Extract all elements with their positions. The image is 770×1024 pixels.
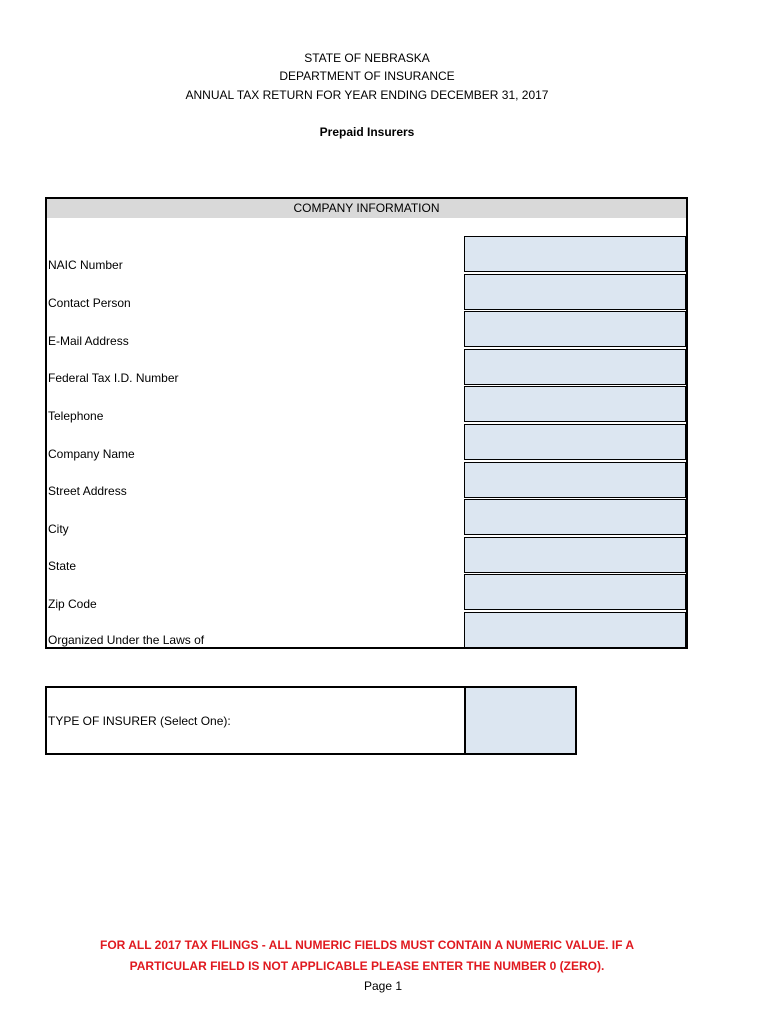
company-name-input[interactable]	[464, 424, 686, 460]
insurer-type-section	[45, 686, 577, 755]
federal-tax-id-label: Federal Tax I.D. Number	[48, 371, 179, 385]
insurer-type-select[interactable]	[464, 686, 577, 755]
form-subtitle: Prepaid Insurers	[319, 125, 415, 139]
contact-person-label: Contact Person	[48, 296, 131, 310]
street-address-label: Street Address	[48, 484, 127, 498]
telephone-input[interactable]	[464, 386, 686, 422]
state-label: State	[48, 559, 77, 573]
street-address-input[interactable]	[464, 462, 686, 498]
contact-person-input[interactable]	[464, 274, 686, 310]
state-input[interactable]	[464, 537, 686, 573]
email-address-input[interactable]	[464, 311, 686, 347]
naic-number-label: NAIC Number	[48, 258, 123, 272]
numeric-fields-notice	[0, 935, 734, 977]
company-name-label: Company Name	[48, 447, 135, 461]
organized-under-laws-label: Organized Under the Laws of	[48, 633, 205, 647]
page-number: Page 1	[363, 979, 403, 993]
naic-number-input[interactable]	[464, 236, 686, 272]
notice-line-2: PARTICULAR FIELD IS NOT APPLICABLE PLEASE ENTER THE NUMBER 0 (ZERO).	[129, 959, 605, 973]
header-line-department: DEPARTMENT OF INSURANCE	[279, 69, 455, 83]
company-information-title: COMPANY INFORMATION	[47, 199, 686, 218]
telephone-label: Telephone	[48, 409, 104, 423]
city-input[interactable]	[464, 499, 686, 535]
email-address-label: E-Mail Address	[48, 334, 129, 348]
insurer-type-label: TYPE OF INSURER (Select One):	[48, 714, 231, 728]
organized-under-laws-input[interactable]	[464, 612, 686, 648]
header-line-state: STATE OF NEBRASKA	[304, 51, 430, 65]
company-information-section	[45, 197, 688, 649]
zip-code-input[interactable]	[464, 574, 686, 610]
city-label: City	[48, 522, 69, 536]
federal-tax-id-input[interactable]	[464, 349, 686, 385]
notice-line-1: FOR ALL 2017 TAX FILINGS - ALL NUMERIC FIELDS MUST CONTAIN A NUMERIC VALUE. IF A	[99, 938, 634, 952]
zip-code-label: Zip Code	[48, 597, 97, 611]
header-line-return-title: ANNUAL TAX RETURN FOR YEAR ENDING DECEMBER 31, 2017	[185, 88, 549, 102]
